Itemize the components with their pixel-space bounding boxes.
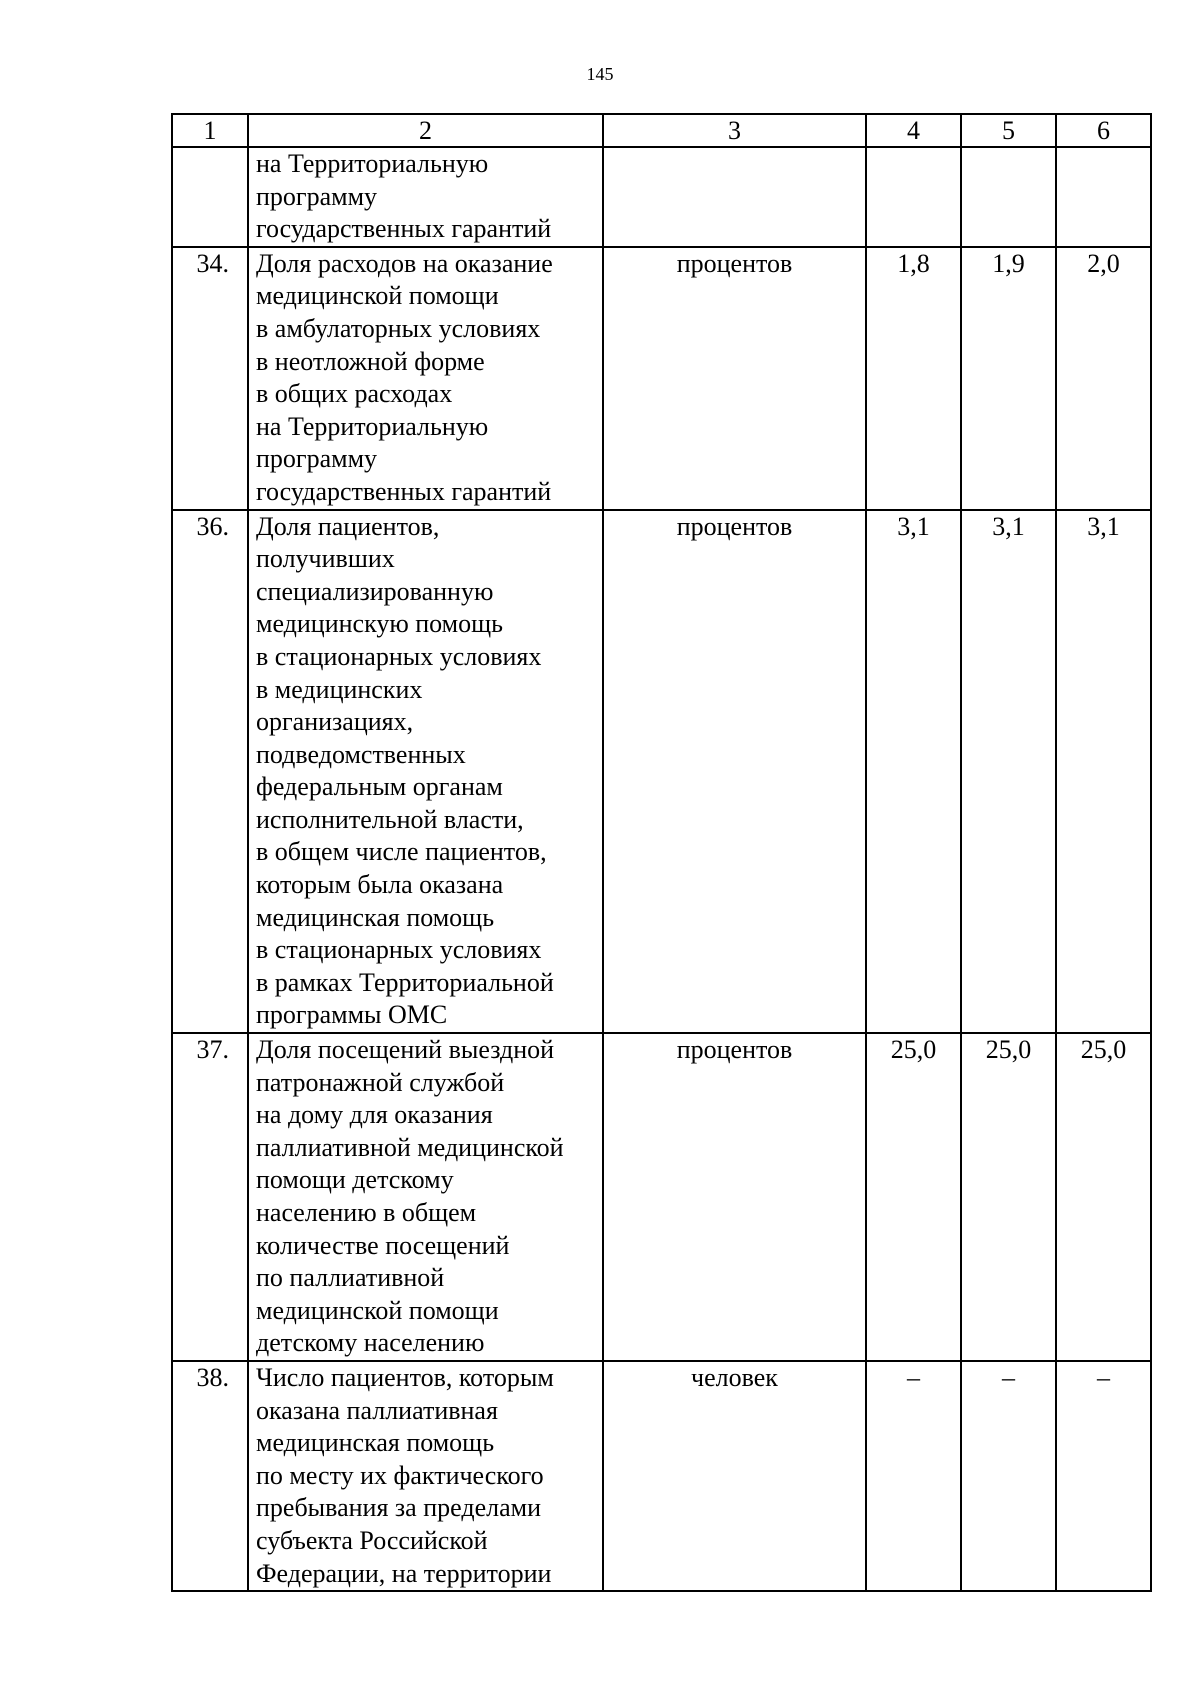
unit-cell: процентов [603,1033,866,1361]
description-line: Доля пациентов, [256,511,440,541]
value-cell-col6: 2,0 [1056,247,1151,510]
unit-cell: процентов [603,510,866,1034]
value-cell-col5 [961,147,1056,247]
column-header: 6 [1056,114,1151,147]
description-line: Доля посещений выездной [256,1035,555,1065]
description-line: Федерации, на территории [256,1558,552,1588]
description-line: организациях, [256,707,414,737]
description-line: на Территориальную [256,149,489,178]
column-header: 1 [172,114,248,147]
table-row [172,247,1151,510]
value-cell-col4: 3,1 [866,510,961,1034]
value-cell-col4: 1,8 [866,247,961,510]
table-row [172,147,1151,247]
description-line: медицинскую помощь [256,609,504,639]
description-line: в стационарных условиях [256,641,542,671]
description-line: федеральным органам [256,772,503,802]
description-line: программу [256,444,378,474]
row-number-cell: 36. [172,510,248,1034]
row-number-cell [172,147,248,247]
description-line: программу [256,181,378,211]
description-line: в медицинских [256,674,423,704]
description-line: паллиативной медицинской [256,1132,564,1162]
description-line: субъекта Российской [256,1525,488,1555]
description-line: населению в общем [256,1198,477,1227]
unit-cell: процентов [603,247,866,510]
description-line: в стационарных условиях [256,935,542,965]
value-cell-col6: 3,1 [1056,510,1151,1034]
unit-cell: человек [603,1361,866,1591]
description-line: в амбулаторных условиях [256,313,541,343]
table-row [172,510,1151,1034]
description-line: получивших [256,544,395,574]
value-cell-col4: 25,0 [866,1033,961,1361]
description-line: исполнительной власти, [256,804,524,834]
table-header-row [172,114,1151,147]
column-header: 2 [248,114,603,147]
row-number-cell: 34. [172,247,248,510]
description-line: в рамках Территориальной [256,967,554,997]
description-line: которым была оказана [256,870,504,900]
indicator-description-cell [248,147,603,247]
unit-cell [603,147,866,247]
description-line: на дому для оказания [256,1100,493,1130]
description-line: Доля расходов на оказание [256,248,553,278]
row-number-cell: 38. [172,1361,248,1591]
table-row [172,1033,1151,1361]
value-cell-col5: – [961,1361,1056,1591]
value-cell-col6: 25,0 [1056,1033,1151,1361]
description-line: медицинская помощь [256,902,495,932]
description-line: специализированную [256,576,494,606]
column-header: 4 [866,114,961,147]
description-line: Число пациентов, которым [256,1362,554,1392]
indicator-description-cell [248,1033,603,1361]
description-line: на Территориальную [256,411,489,441]
description-line: в общих расходах [256,379,453,409]
value-cell-col6 [1056,147,1151,247]
description-line: по паллиативной [256,1263,445,1293]
value-cell-col5: 25,0 [961,1033,1056,1361]
indicator-description-cell [248,1361,603,1591]
description-line: государственных гарантий [256,214,552,244]
description-line: медицинской помощи [256,281,499,311]
column-header: 5 [961,114,1056,147]
indicator-description-cell [248,510,603,1034]
page-number: 145 [586,64,614,84]
description-line: программы ОМС [256,1000,448,1030]
description-line: подведомственных [256,739,466,769]
description-line: по месту их фактического [256,1460,544,1490]
description-line: количестве посещений [256,1230,510,1260]
description-line: пребывания за пределами [256,1493,541,1523]
description-line: оказана паллиативная [256,1395,498,1425]
value-cell-col5: 3,1 [961,510,1056,1034]
column-header: 3 [603,114,866,147]
indicator-description-cell [248,247,603,510]
description-line: медицинской помощи [256,1295,499,1325]
description-line: медицинская помощь [256,1428,495,1458]
value-cell-col5: 1,9 [961,247,1056,510]
indicators-table [171,113,1152,1592]
description-line: детскому населению [256,1328,485,1358]
description-line: помощи детскому [256,1165,454,1195]
description-line: патронажной службой [256,1067,505,1097]
value-cell-col6: – [1056,1361,1151,1591]
table-row [172,1361,1151,1591]
description-line: государственных гарантий [256,476,552,506]
row-number-cell: 37. [172,1033,248,1361]
value-cell-col4: – [866,1361,961,1591]
description-line: в неотложной форме [256,346,485,376]
value-cell-col4 [866,147,961,247]
description-line: в общем числе пациентов, [256,837,547,867]
